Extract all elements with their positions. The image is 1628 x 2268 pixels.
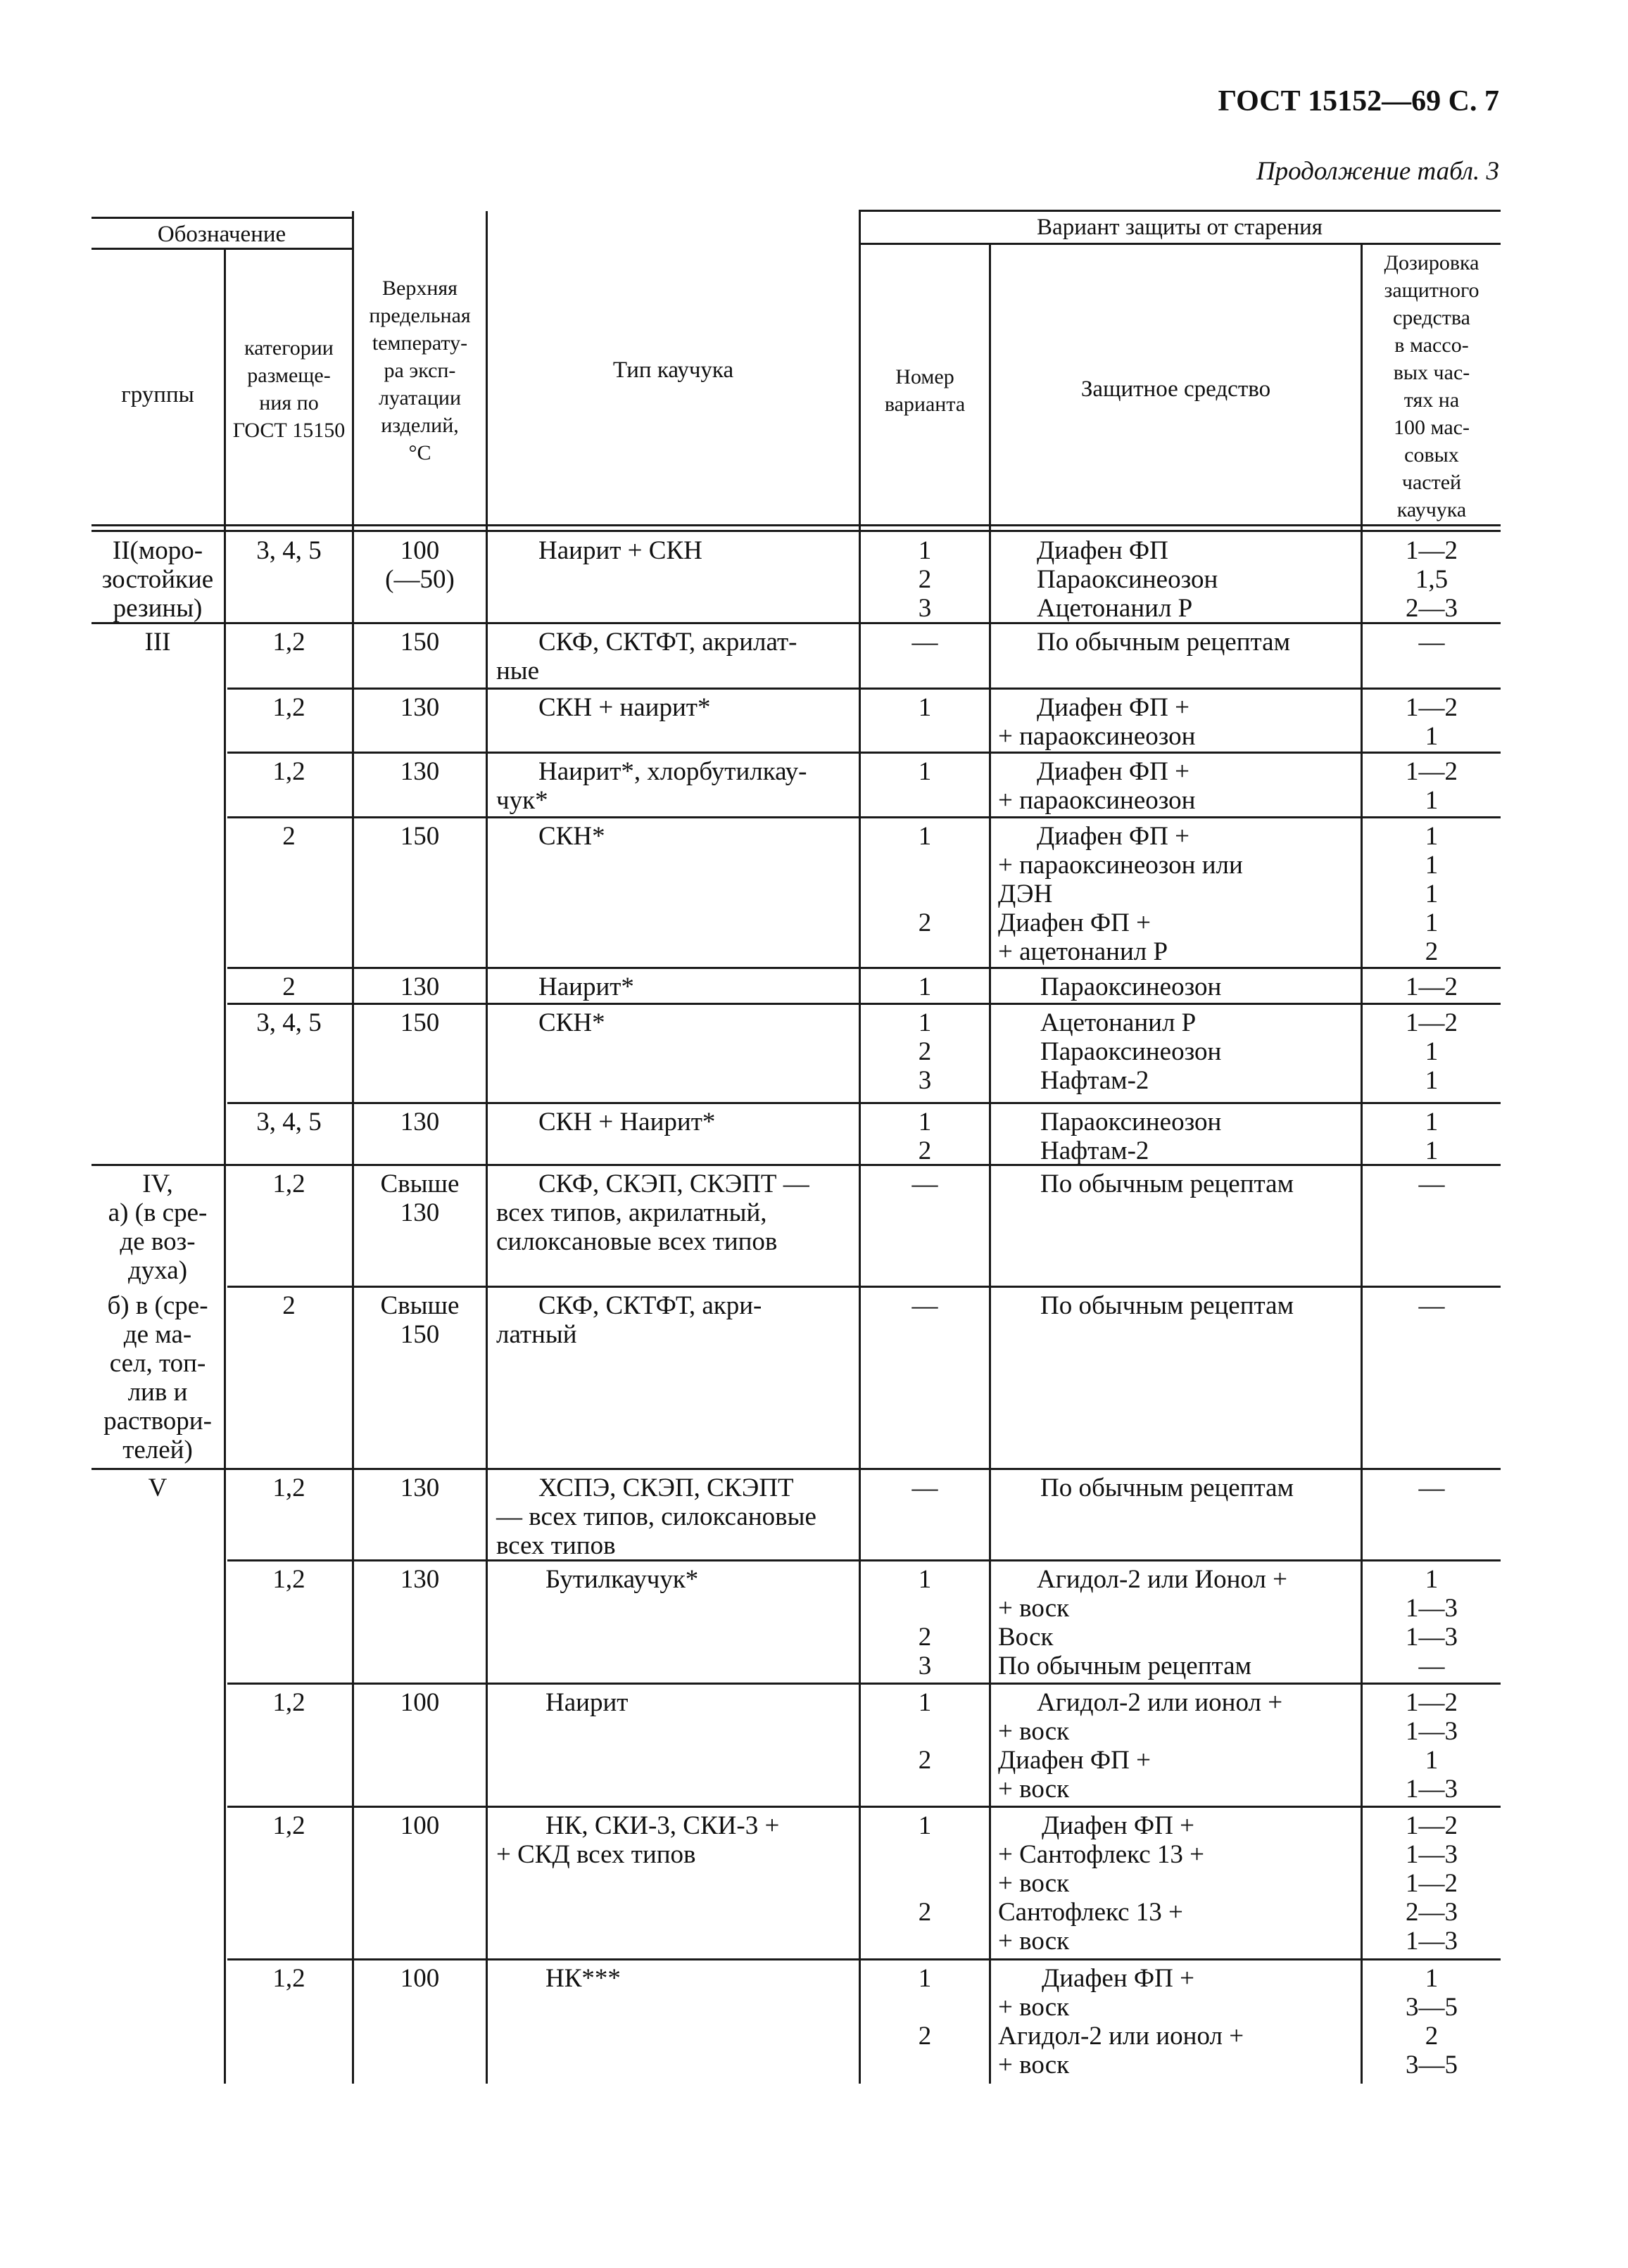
table-cell-temperature: 150 [400,1008,440,1037]
table-cell-category: 1,2 [272,1474,305,1502]
header-bottom-rule [92,524,1501,526]
table-cell-rubber: Наирит + СКН [538,536,702,565]
table-cell-dosage: 1—2 1 [1406,693,1458,751]
table-cell-variant: 1 2 3 [918,1008,932,1095]
table-cell-variant: — [911,1474,938,1502]
table-cell-category: 1,2 [272,628,305,657]
header-rubber-type: Тип каучука [612,357,734,383]
table-cell-dosage: 1 3—5 2 3—5 [1406,1964,1458,2079]
row-rule [227,816,1501,818]
table-cell-rubber: Бутилкаучук* [545,1565,699,1594]
table-cell-category: 1,2 [272,757,305,786]
table-cell-dosage: 1—2 1 [1406,757,1458,815]
table-cell-dosage: 1 1—3 1—3 — [1406,1565,1458,1680]
group-label: IV, а) (в сре- де воз- духа) [108,1170,208,1285]
table-cell-category: 2 [282,973,296,1001]
table-cell-rubber: ХСПЭ, СКЭП, СКЭПТ — всех типов, силоксановые всех типов [496,1474,816,1560]
table-cell-category: 1,2 [272,1170,305,1198]
table-cell-agent: Агидол-2 или ионол + + воск Диафен ФП + + воск [998,1688,1283,1804]
table-cell-temperature: 100 [400,1688,440,1717]
table-cell-variant: 1 [918,693,932,722]
table-cell-variant: — [911,628,938,657]
table-cell-rubber: СКН* [538,822,605,851]
row-rule [227,1286,1501,1288]
header-dosage: Дозировка защитного средства в массо- вых час- тях на 100 мас- совых частей каучука [1384,251,1479,521]
row-rule [227,967,1501,969]
table-cell-category: 3, 4, 5 [256,1008,322,1037]
col-rule-group [224,248,226,2084]
table-cell-agent: Диафен ФП + + параоксинеозон или ДЭН Диафен ФП + + ацетонанил Р [998,822,1243,966]
table-cell-agent: По обычным рецептам [1040,1291,1294,1320]
table-top-rule [92,217,352,219]
table-cell-category: 3, 4, 5 [256,1108,322,1136]
table-cell-rubber: СКН + наирит* [538,693,711,722]
table-cell-temperature: 150 [400,628,440,657]
table-cell-agent: По обычным рецептам [1037,628,1290,657]
table-cell-rubber: СКФ, СКТФТ, акрилат- ные [496,628,797,685]
table-cell-variant: 1 2 [918,822,932,937]
row-rule [92,1468,1501,1470]
table-cell-agent: Параоксинеозон Нафтам-2 [1040,1108,1222,1165]
table-cell-category: 1,2 [272,1964,305,1993]
table-cell-variant: 1 [918,973,932,1001]
table-cell-agent: Диафен ФП Параоксинеозон Ацетонанил Р [1037,536,1218,623]
table-cell-category: 1,2 [272,1688,305,1717]
table-cell-agent: Диафен ФП + + параоксинеозон [998,757,1196,815]
header-temperature: Верхняя предельная tемперату- ра эксп- луатации изделий, °С [369,277,471,464]
table-cell-dosage: — [1418,628,1445,657]
table-cell-temperature: 130 [400,757,440,786]
header-bottom-rule-2 [92,530,1501,532]
group-label: б) в (сре- де ма- сел, топ- лив и раствори- телей) [103,1291,212,1464]
table-cell-variant: 1 2 [918,1811,932,1927]
row-rule [227,1559,1501,1561]
group-label: III [144,628,171,657]
table-cell-dosage: 1—2 1,5 2—3 [1406,536,1458,623]
table-cell-agent: Ацетонанил Р Параоксинеозон Нафтам-2 [1040,1008,1222,1095]
table-cell-variant: 1 [918,757,932,786]
table-cell-temperature: 130 [400,1108,440,1136]
table-cell-rubber: СКН + Наирит* [538,1108,716,1136]
page-header: ГОСТ 15152—69 С. 7 [1218,85,1499,118]
table-cell-temperature: 130 [400,693,440,722]
table-cell-rubber: СКФ, СКЭП, СКЭПТ — всех типов, акрилатный, силоксановые всех типов [496,1170,809,1256]
table-cell-variant: — [911,1170,938,1198]
table-cell-agent: Диафен ФП + + Сантофлекс 13 + + воск Сантофлекс 13 + + воск [998,1811,1204,1956]
row-rule [227,688,1501,690]
table-cell-rubber: СКН* [538,1008,605,1037]
table-cell-temperature: Свыше 130 [380,1170,460,1227]
row-rule [227,1003,1501,1005]
table-cell-temperature: Свыше 150 [380,1291,460,1349]
table-cell-category: 1,2 [272,1811,305,1840]
header-protective-agent: Защитное средство [1080,376,1271,402]
table-cell-dosage: — [1418,1474,1445,1502]
header-group: группы [121,382,194,407]
table-cell-variant: 1 2 3 [918,1565,932,1680]
col-rule-temp [486,211,488,2084]
table-continuation-label: Продолжение табл. 3 [1256,157,1499,186]
table-cell-dosage: — [1418,1170,1445,1198]
row-rule [227,1683,1501,1685]
table-cell-temperature: 150 [400,822,440,851]
table-cell-dosage: 1—2 1—3 1—2 2—3 1—3 [1406,1811,1458,1956]
table-cell-dosage: 1—2 [1406,973,1458,1001]
row-rule [227,1102,1501,1104]
table-cell-rubber: СКФ, СКТФТ, акри- латный [496,1291,762,1349]
table-cell-rubber: НК*** [545,1964,621,1993]
table-cell-category: 2 [282,822,296,851]
table-cell-rubber: Наирит [545,1688,629,1717]
table-cell-category: 1,2 [272,1565,305,1594]
table-cell-category: 1,2 [272,693,305,722]
table-cell-temperature: 130 [400,973,440,1001]
table-top-rule-right [859,210,1501,212]
group-label: II(моро- зостойкие резины) [101,536,214,623]
table-cell-dosage: 1—2 1 1 [1406,1008,1458,1095]
table-cell-variant: 1 2 [918,1688,932,1775]
table-cell-variant: 1 2 [918,1964,932,2051]
header-designation: Обозначение [157,222,286,247]
header-variant-number: Номер варианта [884,365,966,416]
table-cell-temperature: 100 (—50) [385,536,455,594]
table-cell-variant: 1 2 [918,1108,932,1165]
row-rule [227,1806,1501,1808]
col-rule-variant [989,243,991,2084]
table-cell-rubber: Наирит* [538,973,634,1001]
header-subrule-right [859,243,1501,245]
table-cell-rubber: НК, СКИ-3, СКИ-3 + + СКД всех типов [496,1811,780,1869]
table-cell-agent: По обычным рецептам [1040,1170,1294,1198]
table-cell-temperature: 100 [400,1964,440,1993]
header-category: категории размеще- ния по ГОСТ 15150 [232,336,346,442]
table-cell-temperature: 130 [400,1565,440,1594]
table-cell-temperature: 130 [400,1474,440,1502]
table-cell-agent: По обычным рецептам [1040,1474,1294,1502]
table-cell-dosage: 1 1 1 1 2 [1425,822,1439,966]
table-cell-agent: Диафен ФП + + параоксинеозон [998,693,1196,751]
header-protection-variant: Вариант защиты от старения [1037,215,1323,240]
table-cell-variant: 1 2 3 [918,536,932,623]
table-cell-category: 3, 4, 5 [256,536,322,565]
table-cell-category: 2 [282,1291,296,1320]
row-rule [227,752,1501,754]
table-cell-agent: Параоксинеозон [1040,973,1222,1001]
table-cell-rubber: Наирит*, хлорбутилкау- чук* [496,757,807,815]
table-cell-dosage: — [1418,1291,1445,1320]
table-cell-agent: Диафен ФП + + воск Агидол-2 или ионол + + воск [998,1964,1244,2079]
table-cell-temperature: 100 [400,1811,440,1840]
table-cell-variant: — [911,1291,938,1320]
table-cell-dosage: 1—2 1—3 1 1—3 [1406,1688,1458,1804]
table-cell-dosage: 1 1 [1425,1108,1439,1165]
group-label: V [148,1474,168,1502]
row-rule [227,1958,1501,1960]
col-rule-category [352,211,354,2084]
table-cell-agent: Агидол-2 или Ионол + + воск Воск По обычным рецептам [998,1565,1287,1680]
